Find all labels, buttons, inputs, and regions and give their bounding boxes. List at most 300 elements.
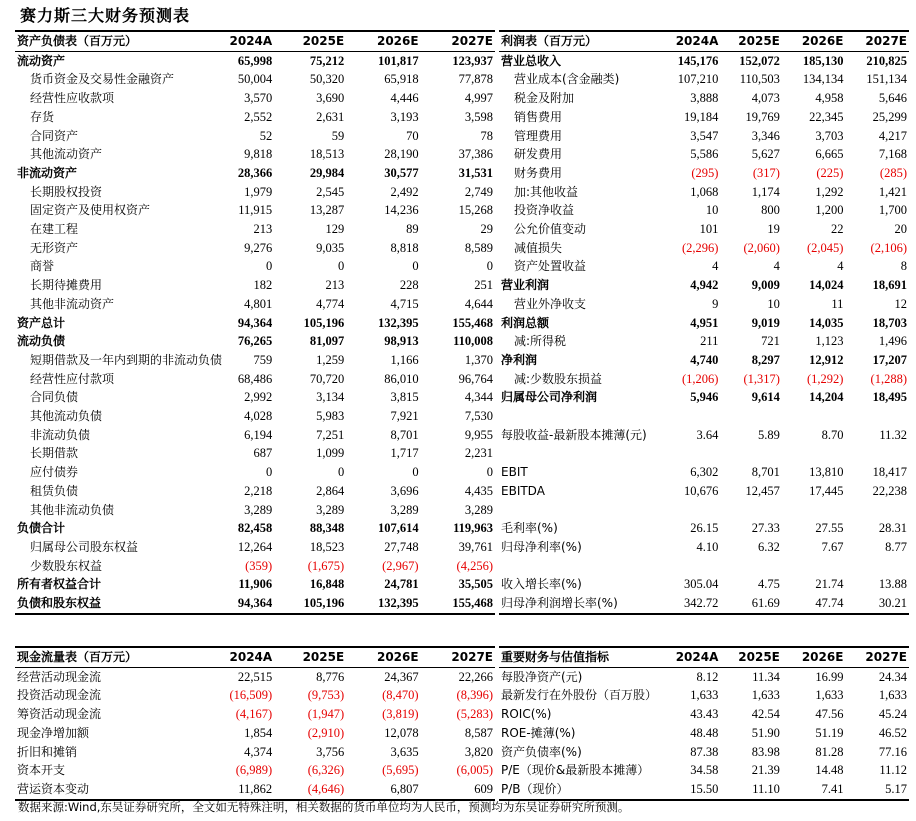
cell-value: 16.99 xyxy=(815,669,844,684)
cell-value: 7,168 xyxy=(878,147,907,162)
cell-value: (359) xyxy=(245,558,273,573)
cell-value: 1,979 xyxy=(244,184,273,199)
table-row xyxy=(499,51,909,70)
cell-value: 152,072 xyxy=(739,53,780,68)
row-label: 营业利润 xyxy=(501,278,550,293)
table-row xyxy=(499,257,909,276)
table-row xyxy=(15,127,495,146)
cell-value: 51.19 xyxy=(815,725,844,740)
column-header: 2027E xyxy=(451,34,493,48)
cell-value: 4,344 xyxy=(464,390,493,405)
cell-value: (2,296) xyxy=(681,240,719,255)
cell-value: 3,134 xyxy=(316,390,345,405)
cell-value: 76,265 xyxy=(237,334,273,349)
balance-sheet-table xyxy=(15,30,495,615)
cell-value: 6,302 xyxy=(690,465,719,480)
cell-value: 89 xyxy=(406,222,419,237)
cell-value: 78 xyxy=(480,128,493,143)
cell-value: 52 xyxy=(259,128,273,143)
row-label: 营运资本变动 xyxy=(17,781,90,796)
cell-value: 8,701 xyxy=(390,427,419,442)
cell-value: 65,998 xyxy=(237,53,273,68)
column-header: 2025E xyxy=(738,34,780,48)
table-header-row xyxy=(499,647,909,667)
row-label: 货币资金及交易性金融资产 xyxy=(30,72,175,87)
cell-value: 77.16 xyxy=(878,744,907,759)
cell-value: 28,190 xyxy=(384,147,419,162)
table-row xyxy=(499,239,909,258)
cell-value: 46.52 xyxy=(878,725,907,740)
cell-value: 4.75 xyxy=(758,577,780,592)
table-row xyxy=(499,164,909,183)
table-row xyxy=(499,407,909,426)
cell-value: 305.04 xyxy=(684,577,719,592)
cell-value: 213 xyxy=(325,278,345,293)
column-header: 2026E xyxy=(376,34,419,48)
cell-value: 5,627 xyxy=(751,147,780,162)
cell-value: 50,004 xyxy=(237,72,273,87)
cell-value: 6.32 xyxy=(758,539,780,554)
table-row xyxy=(499,183,909,202)
row-label: 毛利率(%) xyxy=(501,521,558,536)
row-label: 负债和股东权益 xyxy=(17,596,102,611)
cell-value: 119,963 xyxy=(453,521,493,536)
cell-value: 18,703 xyxy=(872,315,907,330)
cell-value: 0 xyxy=(486,259,493,274)
table-row xyxy=(499,127,909,146)
cell-value: 134,134 xyxy=(802,72,844,87)
cell-value: 7,251 xyxy=(316,427,345,442)
column-header: 2025E xyxy=(302,650,345,664)
cell-value: 12,457 xyxy=(745,483,780,498)
cell-value: 251 xyxy=(474,278,493,293)
cell-value: (1,675) xyxy=(307,558,345,573)
cell-value: 27,748 xyxy=(384,539,419,554)
cell-value: 211 xyxy=(700,334,719,349)
table-title: 重要财务与估值指标 xyxy=(501,650,610,664)
row-label: 商誉 xyxy=(30,259,55,274)
table-row xyxy=(15,220,495,239)
cell-value xyxy=(782,444,846,463)
cell-value: 25,299 xyxy=(872,109,907,124)
table-header-row xyxy=(15,31,495,51)
cell-value: 3,570 xyxy=(244,91,273,106)
cell-value: (6,326) xyxy=(307,763,345,778)
table-row xyxy=(15,164,495,183)
table-row xyxy=(15,743,495,762)
cell-value xyxy=(720,444,782,463)
cell-value: 82,458 xyxy=(237,521,273,536)
cell-value: 81.28 xyxy=(815,744,844,759)
row-label: 短期借款及一年内到期的非流动负债 xyxy=(30,352,223,367)
row-label: 归属母公司净利润 xyxy=(501,390,598,405)
table-row xyxy=(15,276,495,295)
cell-value: 11.12 xyxy=(879,763,907,778)
table-row xyxy=(499,780,909,800)
column-header: 2025E xyxy=(302,34,345,48)
cell-value: (4,646) xyxy=(307,781,345,796)
cell-value: 18,513 xyxy=(309,147,345,162)
table-row xyxy=(15,295,495,314)
cell-value: 132,395 xyxy=(377,315,419,330)
cell-value: 687 xyxy=(253,446,273,461)
cell-value: 12,912 xyxy=(809,352,844,367)
table-row xyxy=(499,370,909,389)
cell-value: 4,740 xyxy=(690,352,719,367)
cell-value: 0 xyxy=(265,465,273,480)
cell-value: 3,690 xyxy=(316,91,345,106)
cell-value: 4,435 xyxy=(464,483,493,498)
cell-value: 155,468 xyxy=(452,596,493,611)
cell-value: 11.34 xyxy=(752,669,780,684)
cell-value: 12 xyxy=(894,296,907,311)
table-row xyxy=(499,89,909,108)
row-label: 营业成本(含金融类) xyxy=(514,72,620,87)
table-row xyxy=(15,89,495,108)
cell-value: 1,854 xyxy=(244,725,273,740)
cell-value: 8,589 xyxy=(464,240,493,255)
row-label: 流动负债 xyxy=(17,334,66,349)
row-label: 归母净利润增长率(%) xyxy=(501,596,618,611)
table-row xyxy=(15,239,495,258)
table-title: 现金流量表（百万元） xyxy=(17,650,138,664)
cell-value: 14,236 xyxy=(384,203,419,218)
row-label xyxy=(499,557,659,576)
cell-value: 59 xyxy=(331,128,345,143)
cell-value: 27.33 xyxy=(751,521,780,536)
cell-value: 8.70 xyxy=(821,427,844,442)
row-label: 其他流动负债 xyxy=(30,409,103,424)
cell-value: 68,486 xyxy=(237,371,273,386)
cell-value: 9,818 xyxy=(244,147,273,162)
cell-value: 29 xyxy=(480,222,493,237)
row-label: 非流动负债 xyxy=(30,427,91,442)
cell-value: 13.88 xyxy=(878,577,907,592)
cell-value: 4,028 xyxy=(244,409,273,424)
cell-value: 42.54 xyxy=(751,707,780,722)
row-label: 资本开支 xyxy=(17,763,66,778)
cell-value: 101,817 xyxy=(377,53,419,68)
row-label: 在建工程 xyxy=(30,222,79,237)
cell-value: 96,764 xyxy=(458,371,493,386)
cell-value: 83.98 xyxy=(751,744,780,759)
cell-value: 5,983 xyxy=(316,409,345,424)
row-label: 资产处置收益 xyxy=(514,259,587,274)
cell-value: (4,256) xyxy=(456,558,493,573)
cell-value: 1,633 xyxy=(751,688,780,703)
cell-value: 9,009 xyxy=(751,278,780,293)
cell-value: 1,633 xyxy=(815,688,844,703)
table-row xyxy=(15,724,495,743)
cell-value: 4,997 xyxy=(464,91,493,106)
cell-value: 9,019 xyxy=(751,315,780,330)
cell-value: 9,955 xyxy=(464,427,493,442)
table-row xyxy=(499,686,909,705)
row-label: 减:少数股东损益 xyxy=(514,371,603,386)
cell-value xyxy=(659,557,721,576)
row-label: 投资净收益 xyxy=(514,203,575,218)
cell-value: 8.77 xyxy=(885,539,907,554)
cell-value: 8,701 xyxy=(751,465,780,480)
table-row xyxy=(15,407,495,426)
cell-value: 3,888 xyxy=(690,91,719,106)
cell-value: (4,167) xyxy=(235,707,273,722)
row-label: 长期借款 xyxy=(30,446,79,461)
cell-value: 3,289 xyxy=(244,502,273,517)
cell-value: 110,503 xyxy=(739,72,780,87)
cell-value: (1,317) xyxy=(743,371,780,386)
cell-value: 27.55 xyxy=(815,521,844,536)
cell-value: 24,781 xyxy=(384,577,419,592)
row-label: 租赁负债 xyxy=(30,483,79,498)
cell-value: 30,577 xyxy=(384,165,419,180)
table-header-row xyxy=(15,647,495,667)
row-label: P/B（现价） xyxy=(501,781,569,796)
cell-value: 12,078 xyxy=(384,725,419,740)
cell-value: 11,906 xyxy=(238,577,273,592)
column-header: 2024A xyxy=(675,34,719,48)
row-label: 少数股东权益 xyxy=(30,558,103,573)
cell-value: 30.21 xyxy=(878,596,907,611)
cell-value: 37,386 xyxy=(458,147,493,162)
table-row xyxy=(499,557,909,576)
cashflow-table xyxy=(15,646,495,801)
cell-value: 105,196 xyxy=(303,596,345,611)
row-label: EBITDA xyxy=(501,483,545,498)
cell-value: 18,523 xyxy=(309,539,345,554)
table-row xyxy=(499,743,909,762)
row-label: 加:其他收益 xyxy=(514,184,579,199)
row-label: 长期待摊费用 xyxy=(30,278,103,293)
row-label: 研发费用 xyxy=(514,147,563,162)
cell-value: 3,703 xyxy=(815,128,844,143)
column-header: 2024A xyxy=(675,650,719,664)
table-row xyxy=(499,332,909,351)
row-label: 存货 xyxy=(30,109,55,124)
table-row xyxy=(15,761,495,780)
cell-value: 182 xyxy=(253,278,273,293)
cell-value xyxy=(782,501,846,520)
row-label: 最新发行在外股份（百万股） xyxy=(501,688,658,703)
row-label: 长期股权投资 xyxy=(30,184,103,199)
cell-value: 45.24 xyxy=(878,707,907,722)
cell-value: 342.72 xyxy=(684,596,719,611)
cell-value: (2,967) xyxy=(382,558,419,573)
cell-value: 21.39 xyxy=(751,763,780,778)
cell-value: 4,958 xyxy=(815,91,844,106)
cell-value xyxy=(720,557,782,576)
cell-value: 1,099 xyxy=(316,446,345,461)
cell-value: 185,130 xyxy=(802,53,844,68)
cell-value: 4,715 xyxy=(390,296,419,311)
table-row xyxy=(15,594,495,614)
column-header: 2026E xyxy=(801,650,844,664)
column-header: 2024A xyxy=(229,34,273,48)
table-row xyxy=(15,519,495,538)
cell-value: (1,288) xyxy=(870,371,907,386)
cell-value: 7.41 xyxy=(821,781,844,796)
cell-value: 26.15 xyxy=(690,521,719,536)
cell-value: 3,696 xyxy=(390,483,419,498)
cell-value: 22 xyxy=(830,222,844,237)
row-label: P/E（现价&最新股本摊薄） xyxy=(501,763,650,778)
cell-value: 105,196 xyxy=(303,315,345,330)
cell-value: 210,825 xyxy=(866,53,907,68)
cell-value: 18,691 xyxy=(872,278,907,293)
row-label: 经营性应收款项 xyxy=(30,91,115,106)
row-label: 经营性应付款项 xyxy=(30,371,115,386)
cell-value: 2,864 xyxy=(316,483,345,498)
cell-value: 11,915 xyxy=(238,203,273,218)
cell-value: 11,862 xyxy=(238,781,273,796)
row-label: 所有者权益合计 xyxy=(17,577,102,592)
cell-value: 65,918 xyxy=(384,72,419,87)
table-row xyxy=(15,70,495,89)
cell-value: (16,509) xyxy=(229,688,273,703)
row-label: EBIT xyxy=(501,465,528,480)
cell-value: 16,848 xyxy=(309,577,345,592)
row-label: 归属母公司股东权益 xyxy=(30,539,139,554)
cell-value: 5,946 xyxy=(690,390,719,405)
row-label: 非流动资产 xyxy=(17,165,78,180)
table-row xyxy=(499,594,909,614)
column-header: 2026E xyxy=(376,650,419,664)
cell-value: 1,200 xyxy=(815,203,844,218)
cell-value: 3,289 xyxy=(390,502,419,517)
cell-value: 1,166 xyxy=(390,352,419,367)
table-row xyxy=(15,314,495,333)
table-row xyxy=(499,201,909,220)
cell-value xyxy=(782,407,846,426)
cell-value: 24,367 xyxy=(384,669,419,684)
cell-value: (225) xyxy=(816,165,844,180)
cell-value: 10 xyxy=(767,296,780,311)
cell-value: 4,374 xyxy=(244,744,273,759)
row-label: 收入增长率(%) xyxy=(501,577,582,592)
cell-value: 4,217 xyxy=(878,128,907,143)
row-label: 管理费用 xyxy=(514,128,563,143)
cell-value: 8,587 xyxy=(464,725,493,740)
cell-value xyxy=(659,501,721,520)
cell-value: (9,753) xyxy=(307,688,345,703)
table-row xyxy=(499,108,909,127)
table-row xyxy=(499,444,909,463)
cell-value: 29,984 xyxy=(309,165,345,180)
table-row xyxy=(499,276,909,295)
row-label: 其他非流动资产 xyxy=(30,296,115,311)
cell-value: 2,231 xyxy=(464,446,493,461)
row-label: 固定资产及使用权资产 xyxy=(30,203,151,218)
table-row xyxy=(15,108,495,127)
table-row xyxy=(15,482,495,501)
table-row xyxy=(15,201,495,220)
row-label: 归母净利率(%) xyxy=(501,539,582,554)
cell-value xyxy=(845,444,909,463)
cell-value: 11.10 xyxy=(752,781,780,796)
cell-value: 7,530 xyxy=(464,409,493,424)
cell-value: 4 xyxy=(712,259,719,274)
cell-value: 61.69 xyxy=(751,596,780,611)
table-row xyxy=(15,557,495,576)
cell-value: 28,366 xyxy=(237,165,273,180)
cell-value: 3,289 xyxy=(464,502,493,517)
cell-value: 155,468 xyxy=(452,315,493,330)
table-row xyxy=(15,351,495,370)
cell-value: 1,700 xyxy=(878,203,907,218)
cell-value: 1,633 xyxy=(878,688,907,703)
cell-value: (2,060) xyxy=(743,240,780,255)
cell-value: 0 xyxy=(265,259,273,274)
table-row xyxy=(499,575,909,594)
cell-value: 9,614 xyxy=(751,390,780,405)
cell-value: 0 xyxy=(412,465,419,480)
row-label: 资产总计 xyxy=(17,315,66,330)
row-label: 经营活动现金流 xyxy=(17,669,102,684)
row-label: 合同负债 xyxy=(30,390,79,405)
cell-value: 3,193 xyxy=(390,109,419,124)
cell-value: 5,646 xyxy=(878,91,907,106)
cell-value: 12,264 xyxy=(237,539,273,554)
cell-value: (3,819) xyxy=(382,707,419,722)
cell-value: 110,008 xyxy=(453,334,493,349)
cell-value: 1,259 xyxy=(316,352,345,367)
table-row xyxy=(499,314,909,333)
cell-value: 28.31 xyxy=(878,521,907,536)
cell-value: 1,421 xyxy=(878,184,907,199)
cell-value: (2,045) xyxy=(806,240,844,255)
cell-value: 3,547 xyxy=(690,128,719,143)
cell-value: 6,807 xyxy=(390,781,419,796)
cell-value: 22,266 xyxy=(458,669,493,684)
table-row xyxy=(15,388,495,407)
cell-value: (6,989) xyxy=(235,763,273,778)
cell-value: 8,818 xyxy=(390,240,419,255)
cell-value: 31,531 xyxy=(458,165,493,180)
cell-value: 3,815 xyxy=(390,390,419,405)
row-label: 投资活动现金流 xyxy=(17,688,102,703)
cell-value: 2,218 xyxy=(244,483,273,498)
cell-value: 13,287 xyxy=(309,203,345,218)
row-label: ROE-摊薄(%) xyxy=(501,725,576,740)
cell-value: (5,695) xyxy=(382,763,419,778)
cell-value: 1,370 xyxy=(464,352,493,367)
cell-value: 101 xyxy=(699,222,719,237)
cell-value: 10,676 xyxy=(684,483,719,498)
cell-value: 3,820 xyxy=(464,744,493,759)
table-row xyxy=(15,257,495,276)
table-row xyxy=(15,501,495,520)
source-note: 数据来源:Wind,东吴证券研究所，全文如无特殊注明，相关数据的货币单位均为人民币，预测均为东吴证券研究所预测。 xyxy=(18,800,630,814)
cell-value: 75,212 xyxy=(309,53,345,68)
table-header-row xyxy=(499,31,909,51)
cell-value: 70 xyxy=(406,128,419,143)
cell-value: 21.74 xyxy=(815,577,844,592)
table-row xyxy=(499,463,909,482)
row-label: 营业外净收支 xyxy=(514,296,587,311)
cell-value: 19,184 xyxy=(684,109,719,124)
cell-value: 4,951 xyxy=(690,315,719,330)
table-title: 利润表（百万元） xyxy=(501,34,598,48)
cell-value: 18,417 xyxy=(872,465,907,480)
cell-value: 4,774 xyxy=(316,296,345,311)
row-label: 净利润 xyxy=(501,352,538,367)
valuation-table xyxy=(499,646,909,801)
cell-value: 2,552 xyxy=(244,109,273,124)
cell-value: 213 xyxy=(253,222,273,237)
cell-value: 17,445 xyxy=(809,483,844,498)
cell-value: 11 xyxy=(831,296,844,311)
cell-value xyxy=(659,444,721,463)
